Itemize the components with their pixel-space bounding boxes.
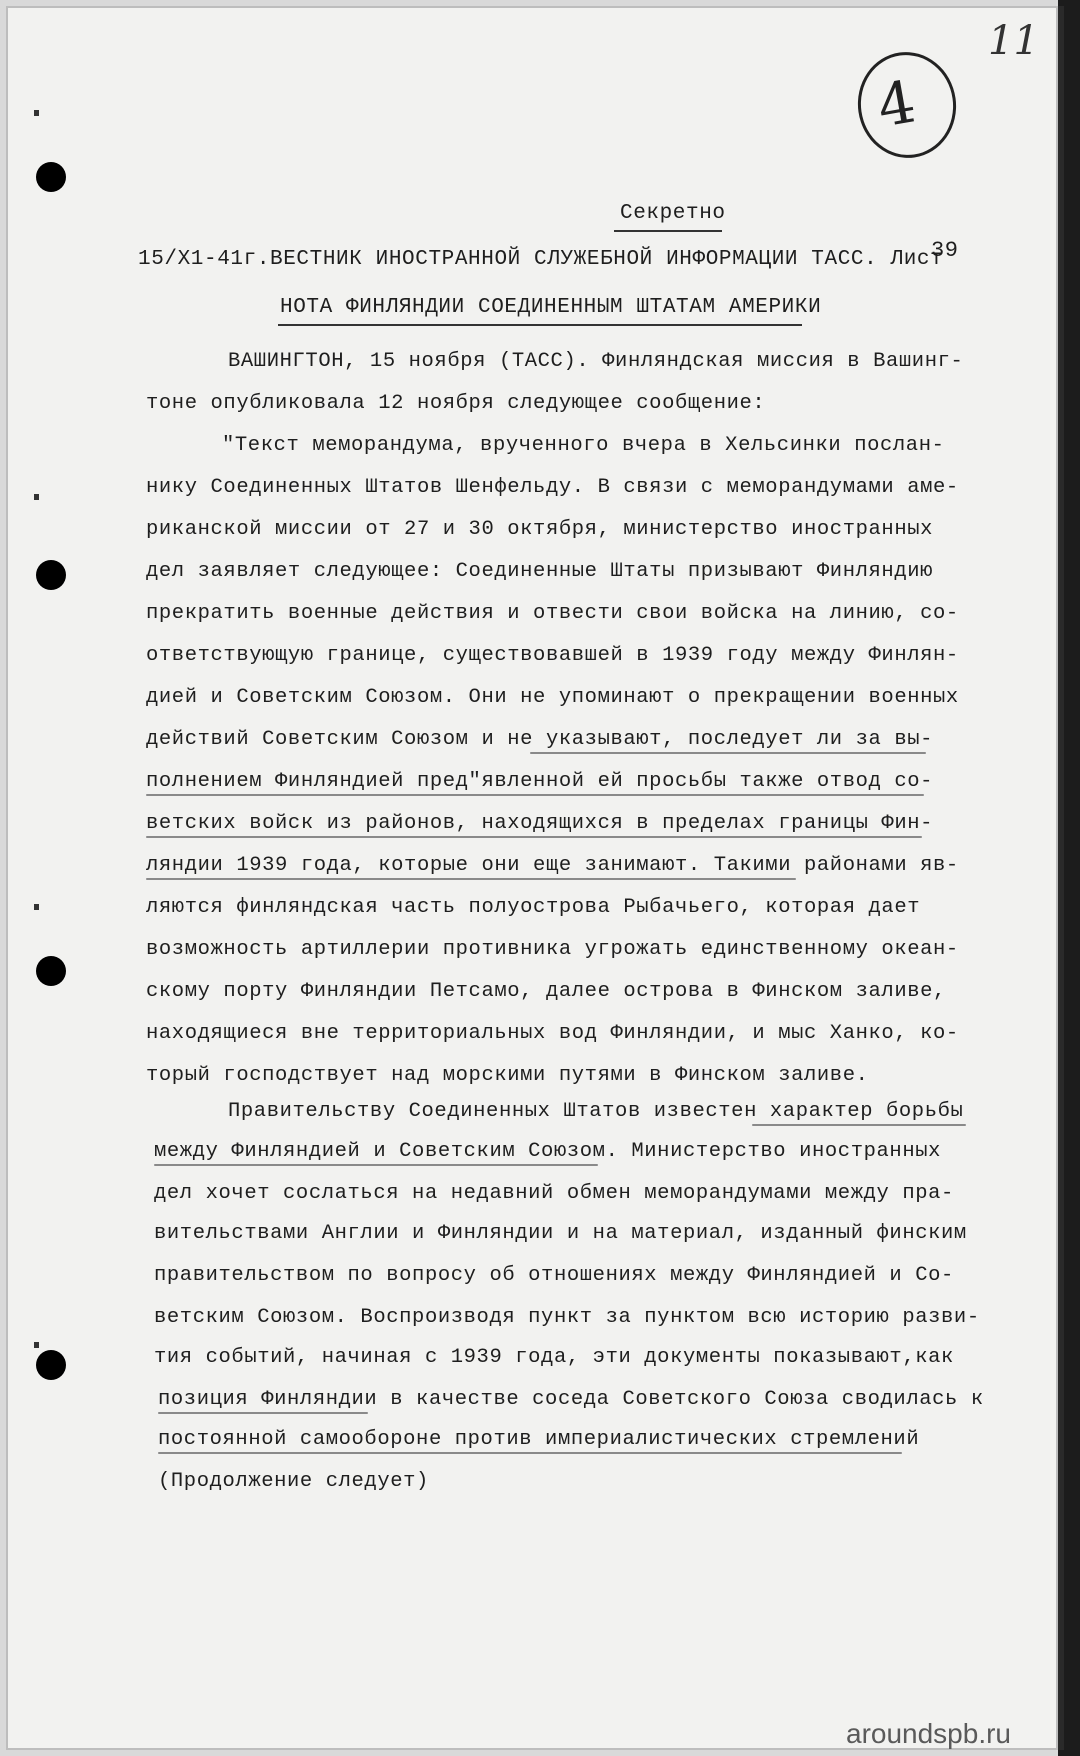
margin-tick <box>34 904 39 910</box>
document-header: 15/Х1-41г.ВЕСТНИК ИНОСТРАННОЙ СЛУЖЕБНОЙ ИНФОРМАЦИИ ТАСС. Лист <box>138 248 944 271</box>
body-line: риканской миссии от 27 и 30 октября, министерство иностранных <box>146 518 934 541</box>
body-line: (Продолжение следует) <box>158 1470 429 1493</box>
body-line: тоне опубликовала 12 ноября следующее сообщение: <box>146 392 766 415</box>
body-line: между Финляндией и Советским Союзом. Министерство иностранных <box>154 1140 942 1163</box>
body-line: позиция Финляндии в качестве соседа Советского Союза сводилась к <box>158 1388 984 1411</box>
punch-hole <box>36 560 66 590</box>
body-line: полнением Финляндией пред"явленной ей просьбы также отвод со- <box>146 770 934 793</box>
body-line: нику Соединенных Штатов Шенфельду. В связи с меморандумами аме- <box>146 476 959 499</box>
body-line: правительством по вопросу об отношениях между Финляндией и Со- <box>154 1264 954 1287</box>
body-line: тия событий, начиная с 1939 года, эти документы показывают,как <box>154 1346 954 1369</box>
handwritten-corner-mark: 11 <box>988 18 1039 64</box>
margin-tick <box>34 110 39 116</box>
classification-underline <box>614 230 722 232</box>
title-underline <box>278 324 802 326</box>
body-line: дел заявляет следующее: Соединенные Штаты призывают Финляндию <box>146 560 934 583</box>
sheet-number: 39 <box>931 238 959 263</box>
pencil-underline <box>146 794 924 796</box>
body-line: ляндии 1939 года, которые они еще занимают. Такими районами яв- <box>146 854 959 877</box>
pencil-underline <box>530 752 926 754</box>
body-line: находящиеся вне территориальных вод Финляндии, и мыс Ханко, ко- <box>146 1022 959 1045</box>
body-line: ответствующую границе, существовавшей в 1939 году между Финлян- <box>146 644 959 667</box>
punch-hole <box>36 162 66 192</box>
body-line: ветским Союзом. Воспроизводя пункт за пунктом всю историю разви- <box>154 1306 980 1329</box>
punch-hole <box>36 1350 66 1380</box>
body-line: ляются финляндская часть полуострова Рыбачьего, которая дает <box>146 896 921 919</box>
body-line: "Текст меморандума, врученного вчера в Хельсинки послан- <box>222 434 945 457</box>
watermark: aroundspb.ru <box>846 1718 1012 1749</box>
pencil-underline <box>154 1164 598 1166</box>
body-line: дией и Советским Союзом. Они не упоминают о прекращении военных <box>146 686 959 709</box>
pencil-underline <box>146 878 796 880</box>
body-line: ВАШИНГТОН, 15 ноября (ТАСС). Финляндская миссия в Вашинг- <box>228 350 964 373</box>
body-line: постоянной самообороне против империалистических стремлений <box>158 1428 920 1451</box>
document-title: НОТА ФИНЛЯНДИИ СОЕДИНЕННЫМ ШТАТАМ АМЕРИКИ <box>280 296 822 319</box>
body-line: возможность артиллерии противника угрожать единственному океан- <box>146 938 959 961</box>
pencil-underline <box>752 1124 966 1126</box>
body-line: действий Советским Союзом и не указывают, последует ли за вы- <box>146 728 934 751</box>
body-line: вительствами Англии и Финляндии и на материал, изданный финским <box>154 1222 967 1245</box>
body-line: Правительству Соединенных Штатов известен характер борьбы <box>228 1100 964 1123</box>
classification-label: Секретно <box>620 202 726 225</box>
body-line: торый господствует над морскими путями в Финском заливе. <box>146 1064 869 1087</box>
body-line: ветских войск из районов, находящихся в пределах границы Фин- <box>146 812 934 835</box>
pencil-underline <box>158 1452 902 1454</box>
margin-tick <box>34 1342 39 1348</box>
body-line: скому порту Финляндии Петсамо, далее острова в Финском заливе, <box>146 980 946 1003</box>
punch-hole <box>36 956 66 986</box>
pencil-underline <box>146 836 922 838</box>
margin-tick <box>34 494 39 500</box>
pencil-underline <box>158 1412 368 1414</box>
body-line: прекратить военные действия и отвести свои войска на линию, со- <box>146 602 959 625</box>
handwritten-stamp-mark: 4 <box>872 67 921 141</box>
body-line: дел хочет сослаться на недавний обмен меморандумами между пра- <box>154 1182 954 1205</box>
